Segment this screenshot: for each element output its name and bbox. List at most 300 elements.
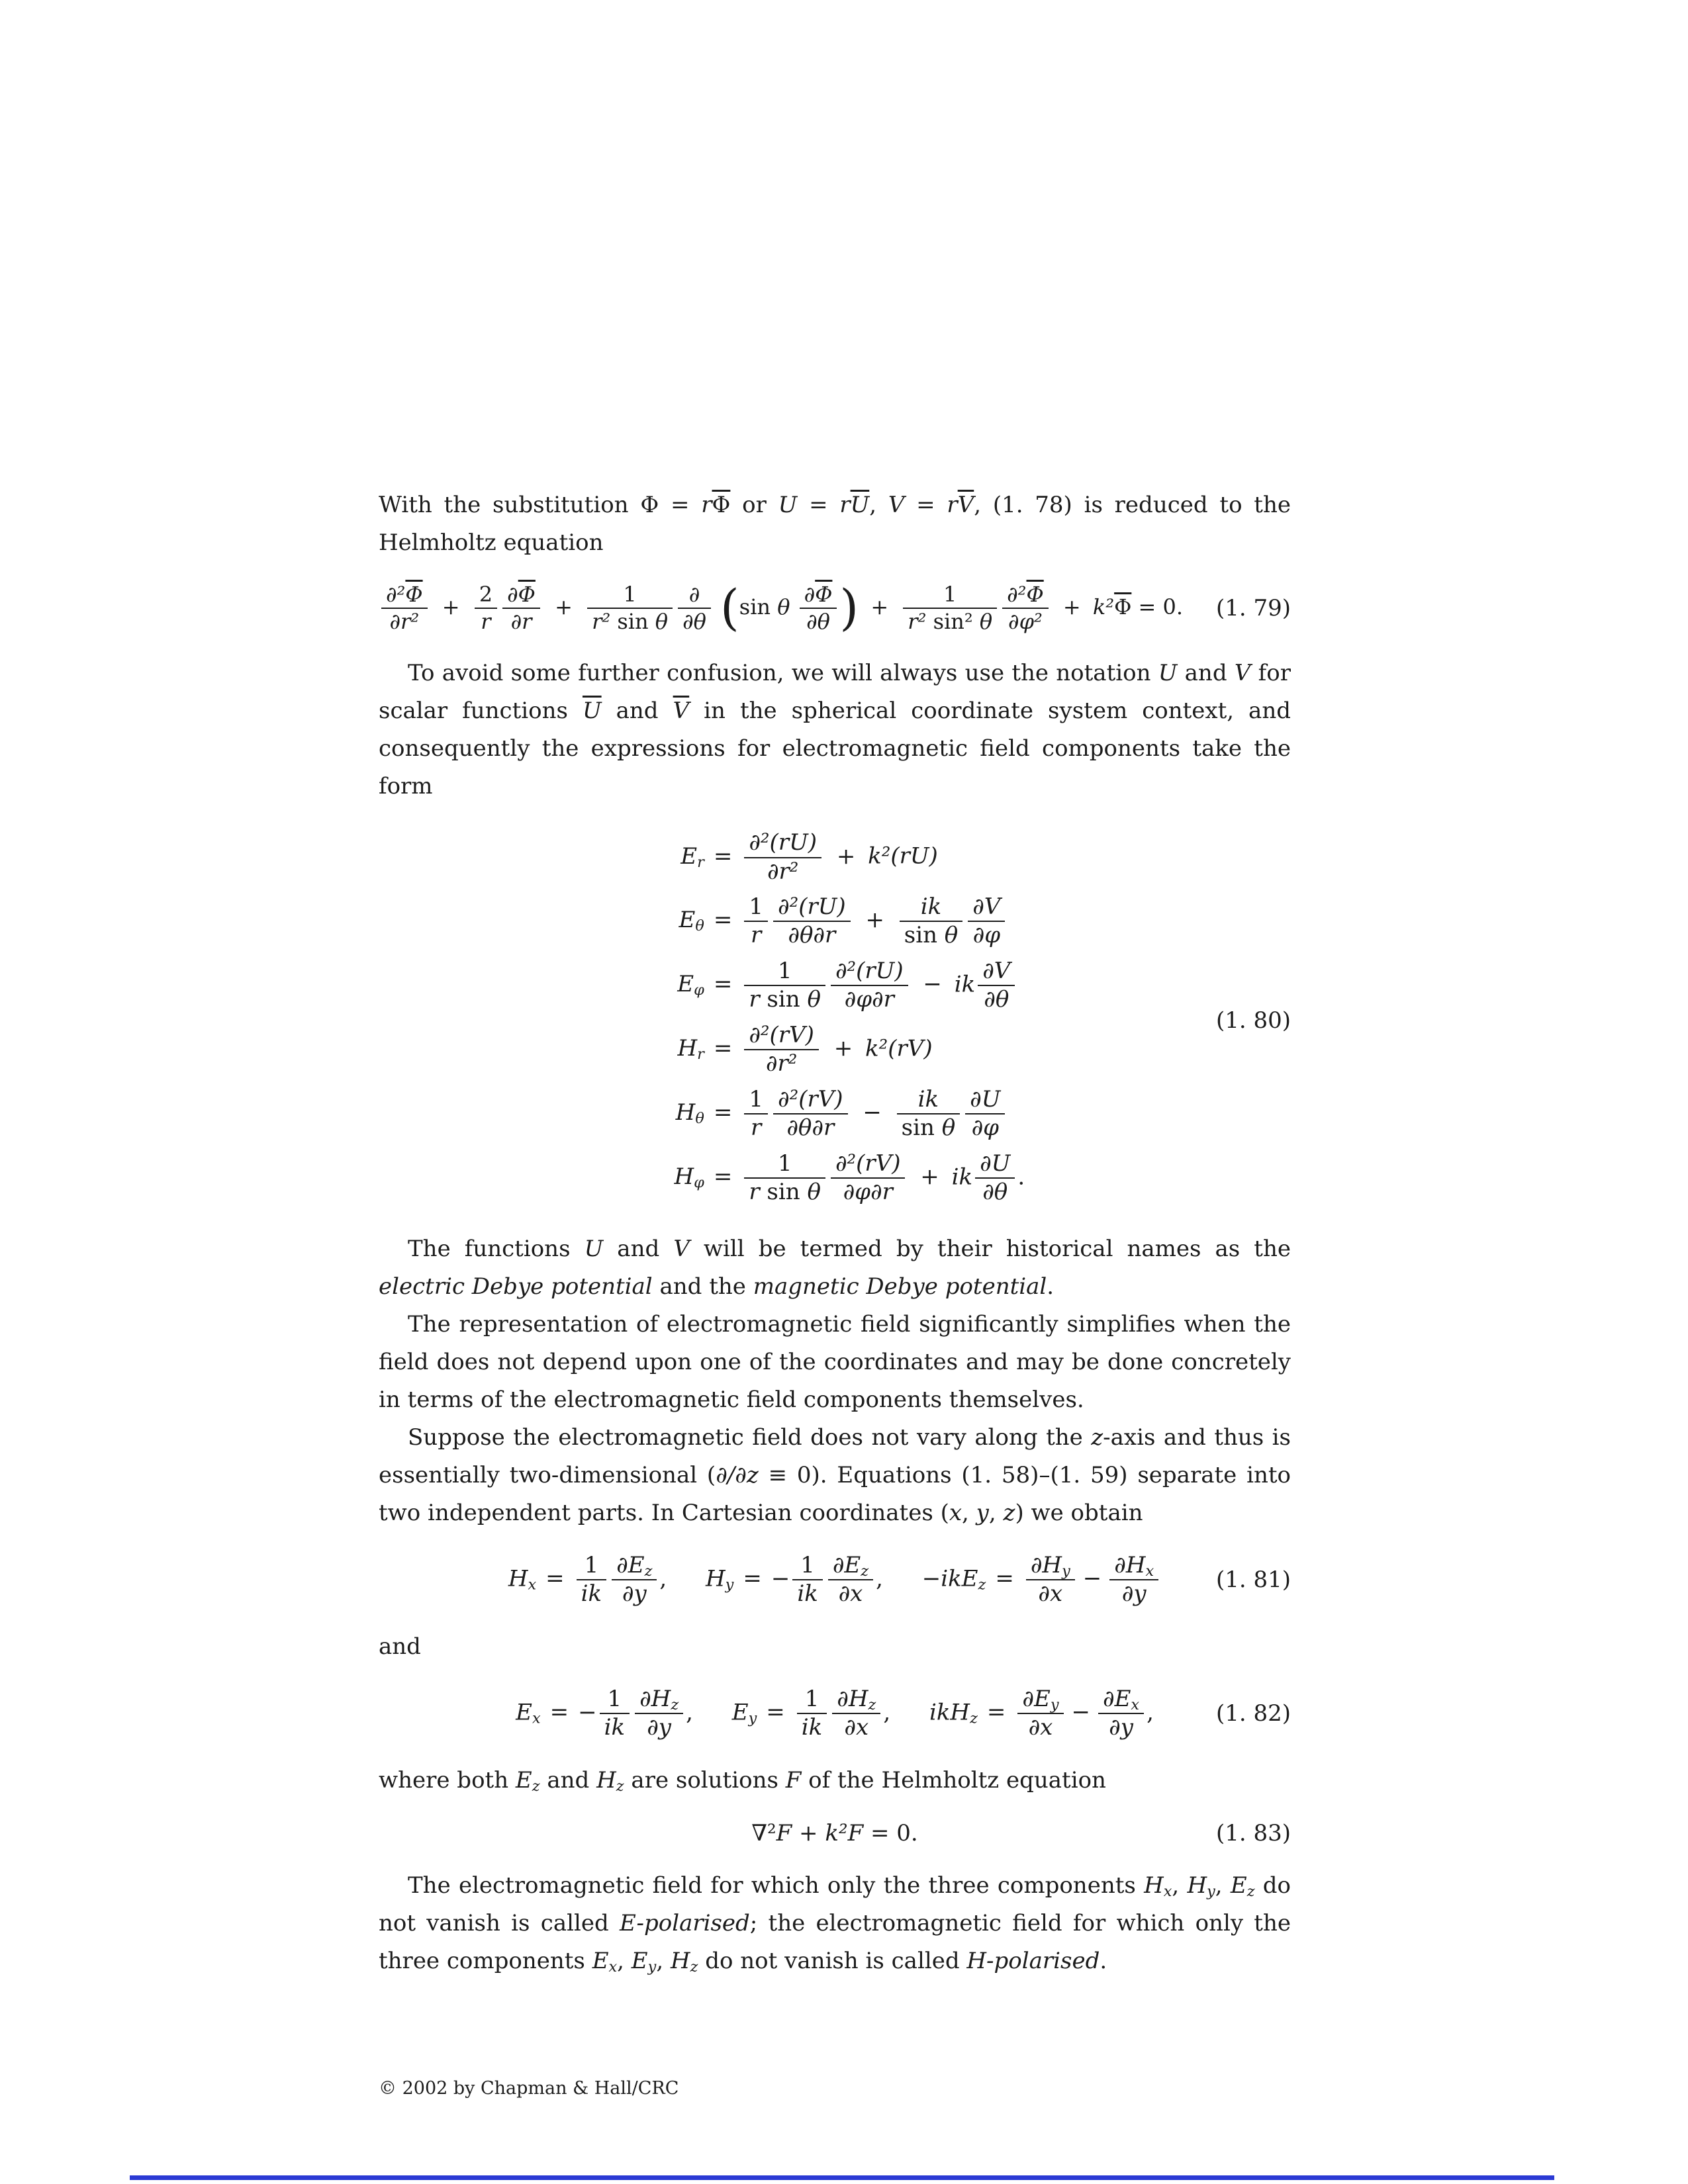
subscript: y [1062,1562,1070,1580]
subscript: x [1131,1696,1140,1713]
math-var: H [677,1035,698,1062]
text-run: = [659,492,702,518]
term-magnetic-debye-potential: magnetic Debye potential [753,1273,1047,1300]
numerator: 1 [749,1085,763,1113]
numerator [800,582,837,608]
subscript: r [697,853,704,871]
denominator: ∂x [828,1579,873,1608]
fraction [744,1150,825,1206]
math-var: θ [944,922,959,949]
math-var: E [731,1699,749,1726]
numerator: 1 [607,1685,622,1712]
term-electric-debye-potential: electric Debye potential [379,1273,653,1300]
term-h-polarised: H-polarised [966,1948,1100,1975]
equation-number: (1. 79) [1215,594,1291,621]
copyright-notice [379,2078,679,2099]
minus-operator: − [771,1565,790,1592]
equals-sign: = [713,971,733,998]
equation-group-Ez [922,1552,1161,1608]
text-run: and the [652,1273,753,1300]
math-run-overline: $\overline{\Phi}$ [815,582,833,607]
subscript: z [868,1696,876,1713]
subscript: φ [694,981,704,999]
numerator: ik [917,1085,939,1113]
math-var: U [778,492,798,518]
math-run: ∂H [1114,1551,1146,1578]
math-run: ∂H [639,1685,671,1712]
numerator [1017,1686,1063,1713]
numerator [828,1552,873,1579]
denominator: ∂θ∂r [773,921,851,949]
fraction [773,893,851,950]
sin-function: sin [759,986,808,1013]
text-run: The electromagnetic field for which only the three components [408,1872,1145,1899]
fraction [1098,1686,1144,1742]
math-run: −ikE [921,1565,978,1592]
subscript: y [647,1958,657,1976]
lhs [645,1163,704,1191]
text-run: sin² [926,609,980,635]
denominator: ∂φ∂r [831,1177,906,1206]
equals-sign: = [743,1565,762,1592]
minus-operator: − [923,971,942,998]
plus-operator: + [870,594,889,619]
text-run: in the spherical coordinate system context, and consequently the expressions for electromagnetic field components take the form [379,698,1291,800]
numerator: 1 [623,582,637,607]
fraction [975,1150,1015,1206]
fraction [831,1150,906,1206]
math-var: E [515,1766,532,1794]
denominator: ∂φ [968,921,1005,949]
math-var: E [516,1699,532,1726]
numerator [381,582,428,608]
text-run: © 2002 by Chapman & Hall/CRC [379,2078,679,2099]
equation-body [751,1819,917,1848]
equation-group-Ey [732,1686,890,1742]
denominator: ∂θ [978,985,1015,1013]
math-var: E [631,1948,648,1975]
text-run: and [603,1235,674,1262]
math-run: k²(rU) [868,842,938,870]
fraction [832,1686,880,1742]
math-var: V [1234,660,1251,687]
paragraph-solutions [379,1762,1291,1799]
fraction [744,893,768,950]
numerator: ∂U [970,1085,1001,1113]
paragraph-debye [379,1230,1291,1306]
math-var: H [596,1766,616,1794]
denominator: ∂r [502,608,540,635]
text-run: for scalar functions [379,660,1291,725]
fraction [744,1086,768,1142]
subscript: z [644,1562,653,1580]
minus-operator: − [578,1699,597,1726]
text-run: . [1047,1273,1055,1300]
fraction [635,1686,683,1742]
math-var: z [1003,1499,1015,1526]
subscript: θ [695,917,704,935]
numerator [1109,1552,1158,1579]
equals-sign: = [713,907,733,934]
math-var: r [839,492,851,518]
lhs [645,1034,704,1063]
period: . [1017,1163,1025,1191]
fraction [475,582,497,635]
equals-sign: = [549,1699,569,1726]
equation-row-Hr [645,1022,1025,1078]
numerator: 1 [800,1551,815,1578]
denominator: ∂y [1098,1713,1144,1741]
denominator: ik [792,1579,822,1608]
math-run: ik [954,971,976,998]
fraction [678,582,711,635]
math-run-overline: $\overline{\Phi}$ [1026,582,1044,607]
subscript: x [532,1709,541,1727]
text-run: where both [379,1766,516,1794]
equation-group-Hz [929,1686,1154,1742]
math-run-overline: $\overline{\Phi}$ [518,582,536,607]
denominator [903,608,997,635]
subscript: z [616,1777,624,1795]
sin-function: sin [759,1179,808,1206]
plus-operator: + [792,1819,825,1846]
equals-sign: = [713,1099,733,1126]
comma: , [883,1699,891,1726]
fraction [600,1686,630,1742]
math-phi: Φ [640,492,659,518]
math-run: ∂E [616,1551,645,1578]
fraction [744,829,821,886]
fraction [797,1686,827,1742]
numerator: ik [920,893,942,920]
math-var-bar: $\overline{U}$ [582,698,602,725]
equals-sign: = [545,1565,565,1592]
big-paren-close: ) [839,580,859,637]
math-var-bar: $\overline{V}$ [673,698,690,725]
denominator: ∂y [635,1713,683,1741]
subscript: y [725,1576,734,1594]
math-var: H [675,1099,696,1126]
numerator [635,1686,683,1713]
fraction [800,582,837,635]
math-run: r² [908,609,927,635]
equals-sign: = [995,1565,1014,1592]
text-run: , [988,1499,1004,1526]
text-run: , [656,1948,671,1975]
text-run: , [1172,1872,1188,1899]
numerator: ∂²(rV) [835,1150,901,1177]
comma: , [1147,1699,1154,1726]
equation-1-82 [379,1686,1291,1742]
math-var: k² [1092,594,1115,619]
text-run: = [904,492,947,518]
denominator: ∂r² [744,1049,819,1077]
math-var: r [701,492,712,518]
subscript: z [978,1576,986,1594]
fraction [978,958,1015,1014]
math-run: k²F [825,1819,864,1846]
math-run: θ [979,609,993,635]
math-var: H [1187,1872,1207,1899]
math-run: ∂H [1030,1551,1062,1578]
text-run: The representation of electromagnetic field significantly simplifies when the field does not depend upon one of the coordinates and may be done concretely in terms of the electromagnetic field components themselves. [379,1310,1291,1413]
math-run [1093,594,1183,620]
numerator: 1 [804,1685,820,1712]
subscript: r [697,1046,704,1064]
subscript: z [861,1562,869,1580]
text-run: and [1177,660,1235,687]
minus-operator: − [863,1099,882,1126]
equation-number: (1. 82) [1215,1700,1291,1727]
fraction [577,1552,606,1608]
math-var: E [1230,1872,1247,1899]
paragraph-substitution [379,486,1291,562]
denominator [744,1177,825,1206]
text-run: , [617,1948,632,1975]
fraction [744,1022,819,1078]
subscript: φ [694,1174,704,1192]
paragraph-notation [379,655,1291,805]
equation-row-Er [645,829,1025,886]
sin-function: sin [901,1115,942,1142]
text-run: are solutions [624,1766,786,1794]
denominator: ik [577,1579,606,1608]
fraction [381,582,428,635]
equals-sign: = [986,1699,1006,1726]
math-var: x [949,1499,962,1526]
text-run: Suppose the electromagnetic field does not vary along the [408,1424,1092,1451]
math-run: ∂ [804,582,816,607]
fraction [828,1552,873,1608]
equals-sign: = [713,1035,733,1062]
math-var: U [1158,660,1178,687]
text-run: = [797,492,840,518]
text-run: and [601,698,673,725]
text-run: . [1100,1948,1107,1975]
math-var: E [592,1948,609,1975]
fraction [773,1086,848,1142]
equation-1-83 [379,1819,1291,1848]
subscript: x [528,1576,537,1594]
math-phi-bar: $\overline{\Phi}$ [712,492,731,518]
plus-operator: + [555,594,573,619]
text-run: , [869,492,888,518]
math-run: ∂E [1022,1685,1051,1712]
fraction [900,893,963,950]
math-var: U [584,1235,604,1262]
text-run: ≡ 0). Equations (1. 58)–(1. 59) separate into two independent parts. In Cartesian coordinates ( [379,1461,1291,1526]
comma: , [876,1565,883,1592]
math-run: θ [655,609,669,635]
sin-function: sin [904,922,945,949]
math-var: F [785,1766,802,1794]
fraction [965,1086,1005,1142]
text-run: do not vanish is called [698,1948,967,1975]
equation-row-Ephi [645,958,1025,1014]
subscript: y [1207,1882,1215,1900]
lhs [645,970,704,999]
math-run: k²(rV) [865,1035,933,1062]
math-var: H [674,1163,694,1191]
text-run: The functions [408,1235,585,1262]
math-var: r [749,986,760,1013]
fraction [502,582,540,635]
fraction [1109,1552,1158,1608]
fraction [831,958,908,1014]
text-run: ) we obtain [1015,1499,1143,1526]
math-run: ∂E [832,1551,861,1578]
numerator: ∂²(rU) [749,829,817,856]
fraction [1026,1552,1075,1608]
text-run: of the Helmholtz equation [801,1766,1106,1794]
subscript: z [690,1958,698,1976]
text-run: , [1215,1872,1231,1899]
fraction [897,1086,961,1142]
equation-number: (1. 81) [1215,1566,1291,1593]
subscript: x [1163,1882,1172,1900]
subscript: z [532,1777,540,1795]
fraction [612,1552,657,1608]
text-run: -axis and thus is essentially two-dimensional ( [379,1424,1291,1488]
math-run: ∂ [507,582,518,607]
fraction [1017,1686,1063,1742]
equation-number: (1. 80) [1215,1007,1291,1034]
text-run: or [730,492,778,518]
text-run: will be termed by their historical names as the [689,1235,1291,1262]
math-run: ik [951,1163,973,1191]
plus-operator: + [865,907,884,934]
text-run: , (1. 78) is reduced to the Helmholtz equation [379,492,1291,556]
subscript: z [1246,1882,1255,1900]
equals-sign: = [713,1163,733,1191]
text-column [379,486,1291,1980]
big-paren-open: ( [720,580,739,637]
denominator: ik [600,1713,630,1741]
denominator: ∂θ [678,608,711,635]
minus-operator: − [1071,1699,1091,1726]
denominator [744,985,825,1013]
numerator: 1 [943,582,957,607]
denominator: r [475,608,497,635]
math-var: H [706,1565,726,1592]
fraction [744,958,825,1014]
denominator: ∂x [1017,1713,1063,1741]
denominator: ∂φ∂r [831,985,908,1013]
lhs [645,906,704,934]
fraction [1002,582,1049,635]
subscript: z [970,1709,978,1727]
math-var: y [976,1499,989,1526]
connector-and [379,1628,1291,1666]
plus-operator: + [442,594,460,619]
denominator [897,1113,961,1142]
subscript: θ [695,1110,704,1128]
denominator: ∂θ [975,1177,1015,1206]
numerator: ∂²(rU) [835,957,904,984]
denominator: ∂x [832,1713,880,1741]
math-var: V [673,1235,690,1262]
term-e-polarised: E-polarised [620,1910,750,1937]
equation-group-Ex [516,1686,693,1742]
math-run: ∂E [1103,1685,1131,1712]
text-run: and [539,1766,597,1794]
numerator: ∂V [982,957,1011,984]
denominator: r [744,1113,768,1142]
numerator: ∂²(rV) [749,1021,814,1048]
math-var: θ [807,986,821,1013]
equals-sign: = [713,842,733,870]
numerator: 1 [584,1551,599,1578]
numerator [832,1686,880,1713]
equation-group-Hy [706,1552,883,1608]
math-var: θ [777,594,790,619]
denominator: ∂θ∂r [773,1113,848,1142]
numerator: ∂U [980,1150,1011,1177]
sin-function: sin [739,594,778,619]
denominator: ∂y [612,1579,657,1608]
equation-1-81 [379,1552,1291,1608]
math-var-bar: $\overline{V}$ [957,492,974,518]
numerator [1026,1552,1075,1579]
subscript: y [748,1709,757,1727]
numerator: 2 [479,582,493,607]
fraction [587,582,673,635]
math-run: r² [592,609,611,635]
equation-number: (1. 83) [1215,1819,1291,1846]
comma: , [686,1699,693,1726]
text-run: With the substitution [379,492,641,518]
math-run-overline: $\overline{\Phi}$ [405,582,423,607]
equation-1-79 [379,582,1291,635]
numerator: ∂²(rV) [777,1085,843,1113]
comma: , [659,1565,667,1592]
numerator: ∂²(rU) [777,893,846,920]
nabla-squared: ∇² [751,1819,776,1846]
equation-1-80 [379,829,1291,1206]
plus-operator: + [836,842,856,870]
text-run: = 0. [1131,594,1184,619]
math-var-bar: $\overline{U}$ [850,492,870,518]
math-var: H [670,1948,690,1975]
math-var: θ [807,1179,821,1206]
math-var: H [1144,1872,1164,1899]
text-run: ; the electromagnetic field for which only the three components [379,1910,1291,1975]
denominator [587,608,673,635]
math-run: ∂/∂z [716,1461,759,1488]
math-var: F [776,1819,792,1846]
plus-operator: + [833,1035,853,1062]
numerator [1098,1686,1144,1713]
math-run: ∂² [386,582,406,607]
minus-operator: − [1082,1565,1102,1592]
lhs [645,1099,704,1127]
text-run: , [962,1499,976,1526]
math-var: z [1091,1424,1103,1451]
math-var: E [680,842,698,870]
paragraph-two-dimensional [379,1419,1291,1532]
math-run: ∂² [1007,582,1027,607]
equals-sign: = [766,1699,785,1726]
paragraph-polarisation [379,1867,1291,1980]
math-run: ∂H [837,1685,868,1712]
page-edge-scan-line [130,2175,1554,2180]
subscript: z [671,1696,679,1713]
text-run: = 0. [863,1819,918,1846]
math-var: E [677,971,694,998]
denominator: r [744,921,768,949]
numerator: ∂ [688,582,700,607]
denominator: ∂φ [965,1113,1005,1142]
